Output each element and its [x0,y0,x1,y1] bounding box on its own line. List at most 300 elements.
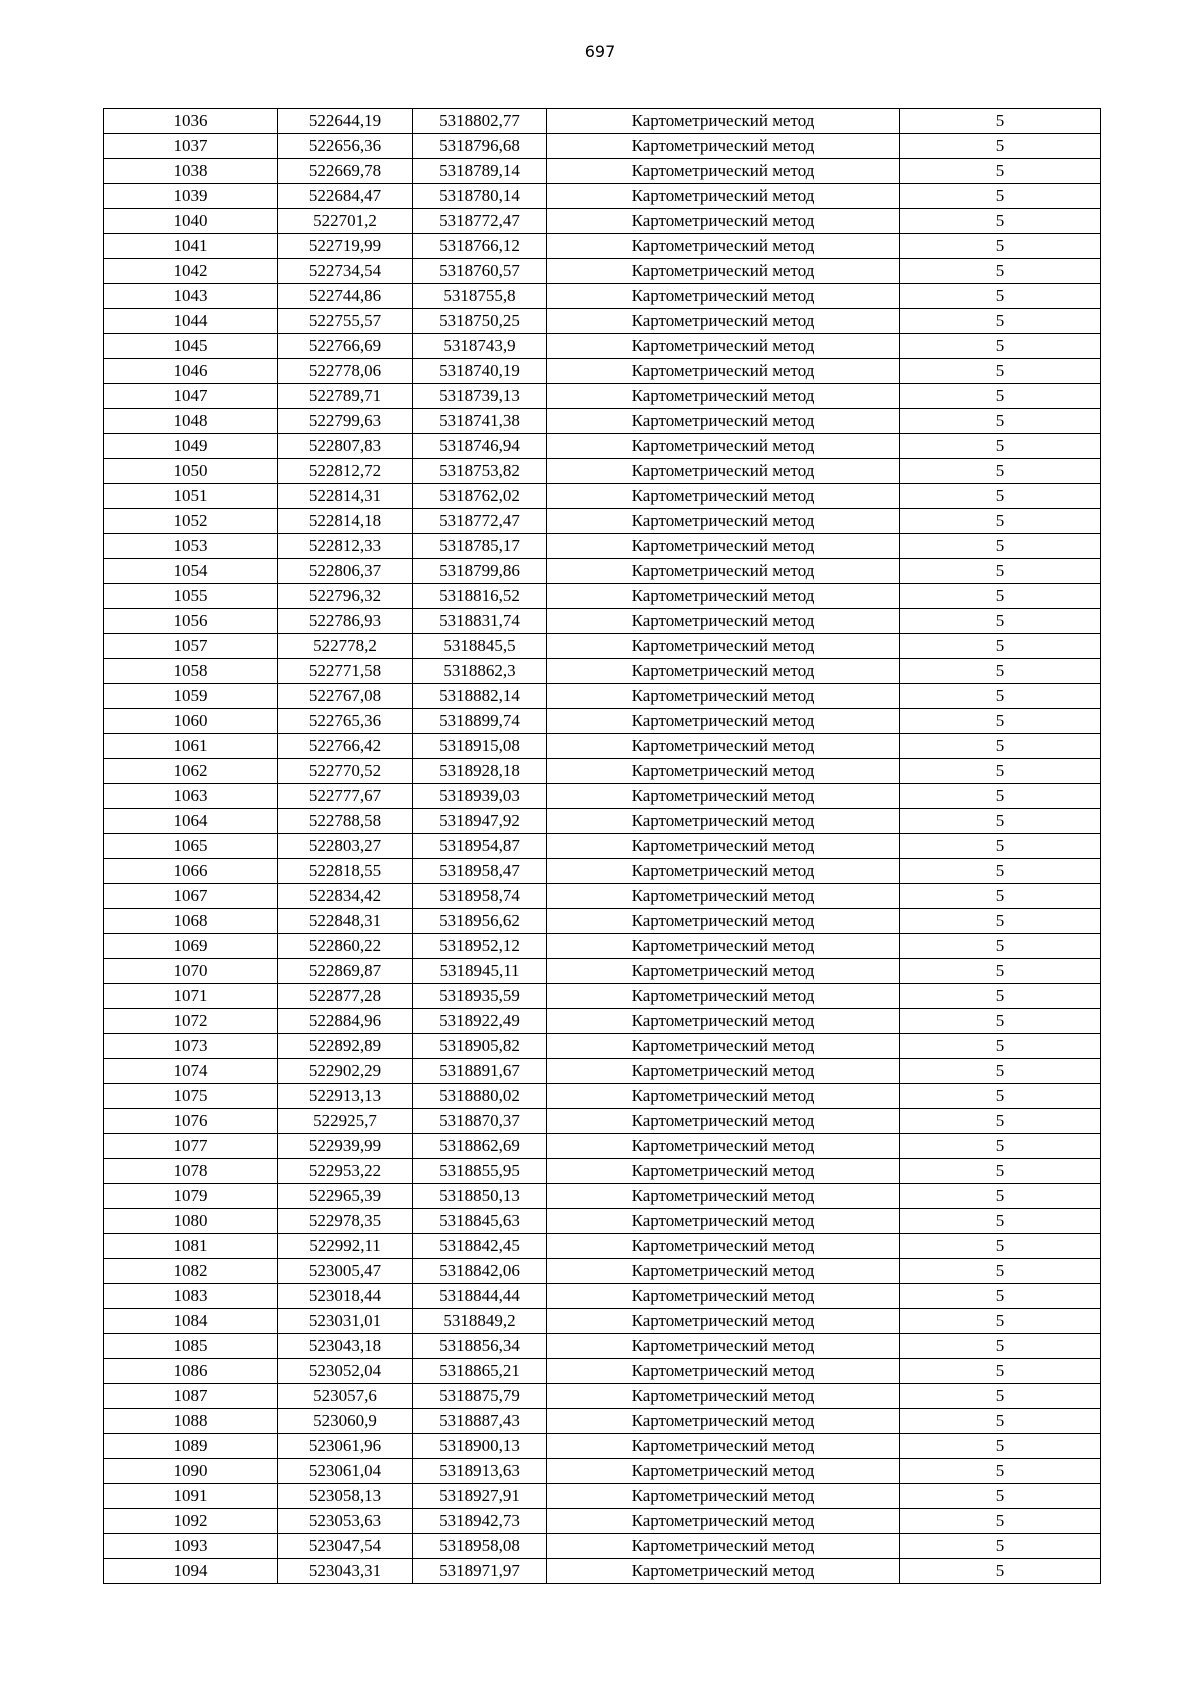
point-number-cell: 1088 [104,1409,278,1434]
method-cell: Картометрический метод [547,1009,900,1034]
point-number-cell: 1073 [104,1034,278,1059]
point-number-cell: 1092 [104,1509,278,1534]
point-number-cell: 1072 [104,1009,278,1034]
table-row [104,184,1101,209]
y-coordinate-cell: 5318855,95 [413,1159,547,1184]
accuracy-cell: 5 [900,559,1101,584]
point-number-cell: 1079 [104,1184,278,1209]
point-number-cell: 1049 [104,434,278,459]
point-number-cell: 1093 [104,1534,278,1559]
table-row [104,284,1101,309]
y-coordinate-cell: 5318862,69 [413,1134,547,1159]
x-coordinate-cell: 522803,27 [278,834,413,859]
method-cell: Картометрический метод [547,759,900,784]
method-cell: Картометрический метод [547,984,900,1009]
accuracy-cell: 5 [900,709,1101,734]
x-coordinate-cell: 522765,36 [278,709,413,734]
point-number-cell: 1064 [104,809,278,834]
table-row [104,1109,1101,1134]
y-coordinate-cell: 5318753,82 [413,459,547,484]
accuracy-cell: 5 [900,134,1101,159]
y-coordinate-cell: 5318831,74 [413,609,547,634]
method-cell: Картометрический метод [547,1309,900,1334]
x-coordinate-cell: 522767,08 [278,684,413,709]
point-number-cell: 1063 [104,784,278,809]
table-row [104,1009,1101,1034]
x-coordinate-cell: 522644,19 [278,109,413,134]
method-cell: Картометрический метод [547,1084,900,1109]
accuracy-cell: 5 [900,459,1101,484]
point-number-cell: 1038 [104,159,278,184]
x-coordinate-cell: 522771,58 [278,659,413,684]
y-coordinate-cell: 5318844,44 [413,1284,547,1309]
y-coordinate-cell: 5318947,92 [413,809,547,834]
y-coordinate-cell: 5318939,03 [413,784,547,809]
accuracy-cell: 5 [900,759,1101,784]
method-cell: Картометрический метод [547,659,900,684]
point-number-cell: 1041 [104,234,278,259]
y-coordinate-cell: 5318899,74 [413,709,547,734]
method-cell: Картометрический метод [547,109,900,134]
method-cell: Картометрический метод [547,159,900,184]
y-coordinate-cell: 5318845,5 [413,634,547,659]
y-coordinate-cell: 5318862,3 [413,659,547,684]
y-coordinate-cell: 5318880,02 [413,1084,547,1109]
y-coordinate-cell: 5318942,73 [413,1509,547,1534]
method-cell: Картометрический метод [547,709,900,734]
method-cell: Картометрический метод [547,1209,900,1234]
y-coordinate-cell: 5318952,12 [413,934,547,959]
method-cell: Картометрический метод [547,884,900,909]
accuracy-cell: 5 [900,1259,1101,1284]
accuracy-cell: 5 [900,284,1101,309]
x-coordinate-cell: 523031,01 [278,1309,413,1334]
x-coordinate-cell: 523060,9 [278,1409,413,1434]
table-row [104,234,1101,259]
accuracy-cell: 5 [900,209,1101,234]
point-number-cell: 1089 [104,1434,278,1459]
accuracy-cell: 5 [900,1059,1101,1084]
point-number-cell: 1051 [104,484,278,509]
point-number-cell: 1060 [104,709,278,734]
point-number-cell: 1067 [104,884,278,909]
point-number-cell: 1045 [104,334,278,359]
accuracy-cell: 5 [900,1284,1101,1309]
point-number-cell: 1086 [104,1359,278,1384]
x-coordinate-cell: 522786,93 [278,609,413,634]
point-number-cell: 1046 [104,359,278,384]
accuracy-cell: 5 [900,534,1101,559]
x-coordinate-cell: 522814,31 [278,484,413,509]
x-coordinate-cell: 522965,39 [278,1184,413,1209]
x-coordinate-cell: 522789,71 [278,384,413,409]
y-coordinate-cell: 5318887,43 [413,1409,547,1434]
x-coordinate-cell: 522939,99 [278,1134,413,1159]
accuracy-cell: 5 [900,1109,1101,1134]
table-row [104,1534,1101,1559]
method-cell: Картометрический метод [547,1184,900,1209]
point-number-cell: 1071 [104,984,278,1009]
accuracy-cell: 5 [900,859,1101,884]
y-coordinate-cell: 5318845,63 [413,1209,547,1234]
accuracy-cell: 5 [900,734,1101,759]
point-number-cell: 1066 [104,859,278,884]
point-number-cell: 1080 [104,1209,278,1234]
table-row [104,1184,1101,1209]
table-row [104,484,1101,509]
method-cell: Картометрический метод [547,1534,900,1559]
table-row [104,384,1101,409]
x-coordinate-cell: 522818,55 [278,859,413,884]
method-cell: Картометрический метод [547,434,900,459]
table-row [104,1509,1101,1534]
x-coordinate-cell: 523061,04 [278,1459,413,1484]
y-coordinate-cell: 5318856,34 [413,1334,547,1359]
x-coordinate-cell: 522877,28 [278,984,413,1009]
table-row [104,784,1101,809]
point-number-cell: 1036 [104,109,278,134]
accuracy-cell: 5 [900,1134,1101,1159]
x-coordinate-cell: 522848,31 [278,909,413,934]
y-coordinate-cell: 5318849,2 [413,1309,547,1334]
method-cell: Картометрический метод [547,559,900,584]
point-number-cell: 1055 [104,584,278,609]
method-cell: Картометрический метод [547,1284,900,1309]
y-coordinate-cell: 5318958,47 [413,859,547,884]
x-coordinate-cell: 522796,32 [278,584,413,609]
table-row [104,759,1101,784]
accuracy-cell: 5 [900,109,1101,134]
y-coordinate-cell: 5318913,63 [413,1459,547,1484]
y-coordinate-cell: 5318935,59 [413,984,547,1009]
x-coordinate-cell: 523052,04 [278,1359,413,1384]
table-row [104,684,1101,709]
point-number-cell: 1087 [104,1384,278,1409]
y-coordinate-cell: 5318740,19 [413,359,547,384]
table-row [104,1409,1101,1434]
method-cell: Картометрический метод [547,1409,900,1434]
accuracy-cell: 5 [900,1559,1101,1584]
table-row [104,609,1101,634]
point-number-cell: 1075 [104,1084,278,1109]
accuracy-cell: 5 [900,334,1101,359]
y-coordinate-cell: 5318900,13 [413,1434,547,1459]
point-number-cell: 1048 [104,409,278,434]
x-coordinate-cell: 523058,13 [278,1484,413,1509]
accuracy-cell: 5 [900,1209,1101,1234]
table-row [104,1484,1101,1509]
y-coordinate-cell: 5318741,38 [413,409,547,434]
accuracy-cell: 5 [900,434,1101,459]
x-coordinate-cell: 522806,37 [278,559,413,584]
table-row [104,409,1101,434]
accuracy-cell: 5 [900,984,1101,1009]
table-row [104,209,1101,234]
accuracy-cell: 5 [900,1159,1101,1184]
table-row [104,1234,1101,1259]
x-coordinate-cell: 523053,63 [278,1509,413,1534]
method-cell: Картометрический метод [547,309,900,334]
x-coordinate-cell: 522766,42 [278,734,413,759]
x-coordinate-cell: 522777,67 [278,784,413,809]
accuracy-cell: 5 [900,909,1101,934]
method-cell: Картометрический метод [547,1234,900,1259]
accuracy-cell: 5 [900,484,1101,509]
method-cell: Картометрический метод [547,534,900,559]
table-row [104,909,1101,934]
x-coordinate-cell: 522755,57 [278,309,413,334]
point-number-cell: 1053 [104,534,278,559]
point-number-cell: 1070 [104,959,278,984]
y-coordinate-cell: 5318891,67 [413,1059,547,1084]
x-coordinate-cell: 522766,69 [278,334,413,359]
point-number-cell: 1085 [104,1334,278,1359]
accuracy-cell: 5 [900,1434,1101,1459]
point-number-cell: 1074 [104,1059,278,1084]
table-row [104,509,1101,534]
y-coordinate-cell: 5318785,17 [413,534,547,559]
coordinates-table [103,108,1101,1584]
y-coordinate-cell: 5318842,06 [413,1259,547,1284]
x-coordinate-cell: 522902,29 [278,1059,413,1084]
y-coordinate-cell: 5318796,68 [413,134,547,159]
accuracy-cell: 5 [900,384,1101,409]
accuracy-cell: 5 [900,259,1101,284]
y-coordinate-cell: 5318927,91 [413,1484,547,1509]
y-coordinate-cell: 5318816,52 [413,584,547,609]
y-coordinate-cell: 5318956,62 [413,909,547,934]
table-row [104,734,1101,759]
method-cell: Картометрический метод [547,209,900,234]
x-coordinate-cell: 522860,22 [278,934,413,959]
table-row [104,159,1101,184]
x-coordinate-cell: 523043,18 [278,1334,413,1359]
table-row [104,959,1101,984]
method-cell: Картометрический метод [547,184,900,209]
table-row [104,884,1101,909]
y-coordinate-cell: 5318842,45 [413,1234,547,1259]
point-number-cell: 1061 [104,734,278,759]
table-row [104,1284,1101,1309]
accuracy-cell: 5 [900,934,1101,959]
table-row [104,1259,1101,1284]
accuracy-cell: 5 [900,1034,1101,1059]
table-row [104,934,1101,959]
y-coordinate-cell: 5318905,82 [413,1034,547,1059]
accuracy-cell: 5 [900,1409,1101,1434]
table-row [104,459,1101,484]
x-coordinate-cell: 522656,36 [278,134,413,159]
table-row [104,809,1101,834]
accuracy-cell: 5 [900,509,1101,534]
table-row [104,1034,1101,1059]
y-coordinate-cell: 5318799,86 [413,559,547,584]
accuracy-cell: 5 [900,309,1101,334]
point-number-cell: 1043 [104,284,278,309]
x-coordinate-cell: 522734,54 [278,259,413,284]
method-cell: Картометрический метод [547,634,900,659]
point-number-cell: 1059 [104,684,278,709]
y-coordinate-cell: 5318760,57 [413,259,547,284]
accuracy-cell: 5 [900,1309,1101,1334]
x-coordinate-cell: 522799,63 [278,409,413,434]
method-cell: Картометрический метод [547,1059,900,1084]
table-row [104,634,1101,659]
table-row [104,109,1101,134]
method-cell: Картометрический метод [547,459,900,484]
x-coordinate-cell: 523057,6 [278,1384,413,1409]
x-coordinate-cell: 523018,44 [278,1284,413,1309]
x-coordinate-cell: 522892,89 [278,1034,413,1059]
point-number-cell: 1050 [104,459,278,484]
accuracy-cell: 5 [900,684,1101,709]
y-coordinate-cell: 5318870,37 [413,1109,547,1134]
x-coordinate-cell: 522834,42 [278,884,413,909]
table-row [104,1434,1101,1459]
point-number-cell: 1058 [104,659,278,684]
point-number-cell: 1091 [104,1484,278,1509]
table-row [104,1359,1101,1384]
method-cell: Картометрический метод [547,234,900,259]
x-coordinate-cell: 522788,58 [278,809,413,834]
accuracy-cell: 5 [900,184,1101,209]
y-coordinate-cell: 5318958,08 [413,1534,547,1559]
y-coordinate-cell: 5318746,94 [413,434,547,459]
table-row [104,534,1101,559]
accuracy-cell: 5 [900,409,1101,434]
accuracy-cell: 5 [900,1459,1101,1484]
method-cell: Картометрический метод [547,509,900,534]
point-number-cell: 1077 [104,1134,278,1159]
y-coordinate-cell: 5318762,02 [413,484,547,509]
x-coordinate-cell: 522913,13 [278,1084,413,1109]
accuracy-cell: 5 [900,609,1101,634]
x-coordinate-cell: 522953,22 [278,1159,413,1184]
x-coordinate-cell: 522812,33 [278,534,413,559]
point-number-cell: 1047 [104,384,278,409]
table-row [104,1334,1101,1359]
accuracy-cell: 5 [900,1384,1101,1409]
method-cell: Картометрический метод [547,1384,900,1409]
table-row [104,859,1101,884]
method-cell: Картометрический метод [547,359,900,384]
y-coordinate-cell: 5318750,25 [413,309,547,334]
x-coordinate-cell: 522812,72 [278,459,413,484]
method-cell: Картометрический метод [547,1484,900,1509]
accuracy-cell: 5 [900,1184,1101,1209]
x-coordinate-cell: 522778,2 [278,634,413,659]
y-coordinate-cell: 5318850,13 [413,1184,547,1209]
table-row [104,559,1101,584]
table-row [104,1159,1101,1184]
x-coordinate-cell: 523061,96 [278,1434,413,1459]
x-coordinate-cell: 522884,96 [278,1009,413,1034]
table-row [104,1309,1101,1334]
method-cell: Картометрический метод [547,284,900,309]
method-cell: Картометрический метод [547,834,900,859]
method-cell: Картометрический метод [547,409,900,434]
method-cell: Картометрический метод [547,1459,900,1484]
method-cell: Картометрический метод [547,584,900,609]
y-coordinate-cell: 5318755,8 [413,284,547,309]
method-cell: Картометрический метод [547,1109,900,1134]
accuracy-cell: 5 [900,159,1101,184]
accuracy-cell: 5 [900,634,1101,659]
point-number-cell: 1068 [104,909,278,934]
point-number-cell: 1054 [104,559,278,584]
table-row [104,259,1101,284]
y-coordinate-cell: 5318882,14 [413,684,547,709]
table-row [104,1059,1101,1084]
table-row [104,1559,1101,1584]
y-coordinate-cell: 5318875,79 [413,1384,547,1409]
y-coordinate-cell: 5318802,77 [413,109,547,134]
method-cell: Картометрический метод [547,609,900,634]
y-coordinate-cell: 5318928,18 [413,759,547,784]
table-row [104,1384,1101,1409]
accuracy-cell: 5 [900,659,1101,684]
table-row [104,1459,1101,1484]
accuracy-cell: 5 [900,1084,1101,1109]
x-coordinate-cell: 523043,31 [278,1559,413,1584]
x-coordinate-cell: 522778,06 [278,359,413,384]
method-cell: Картометрический метод [547,909,900,934]
method-cell: Картометрический метод [547,784,900,809]
method-cell: Картометрический метод [547,1559,900,1584]
coordinates-table-body [104,109,1101,1584]
y-coordinate-cell: 5318865,21 [413,1359,547,1384]
point-number-cell: 1040 [104,209,278,234]
point-number-cell: 1052 [104,509,278,534]
page-number: 697 [584,42,616,61]
method-cell: Картометрический метод [547,484,900,509]
method-cell: Картометрический метод [547,1509,900,1534]
method-cell: Картометрический метод [547,384,900,409]
method-cell: Картометрический метод [547,809,900,834]
x-coordinate-cell: 522684,47 [278,184,413,209]
point-number-cell: 1076 [104,1109,278,1134]
x-coordinate-cell: 522814,18 [278,509,413,534]
method-cell: Картометрический метод [547,934,900,959]
table-row [104,434,1101,459]
method-cell: Картометрический метод [547,1159,900,1184]
table-row [104,1134,1101,1159]
point-number-cell: 1081 [104,1234,278,1259]
table-row [104,134,1101,159]
x-coordinate-cell: 522770,52 [278,759,413,784]
y-coordinate-cell: 5318739,13 [413,384,547,409]
table-row [104,659,1101,684]
accuracy-cell: 5 [900,584,1101,609]
method-cell: Картометрический метод [547,334,900,359]
x-coordinate-cell: 522807,83 [278,434,413,459]
method-cell: Картометрический метод [547,959,900,984]
x-coordinate-cell: 523047,54 [278,1534,413,1559]
point-number-cell: 1039 [104,184,278,209]
point-number-cell: 1069 [104,934,278,959]
x-coordinate-cell: 522869,87 [278,959,413,984]
accuracy-cell: 5 [900,959,1101,984]
method-cell: Картометрический метод [547,734,900,759]
point-number-cell: 1083 [104,1284,278,1309]
y-coordinate-cell: 5318922,49 [413,1009,547,1034]
point-number-cell: 1044 [104,309,278,334]
accuracy-cell: 5 [900,809,1101,834]
y-coordinate-cell: 5318772,47 [413,509,547,534]
point-number-cell: 1042 [104,259,278,284]
table-row [104,984,1101,1009]
accuracy-cell: 5 [900,1509,1101,1534]
